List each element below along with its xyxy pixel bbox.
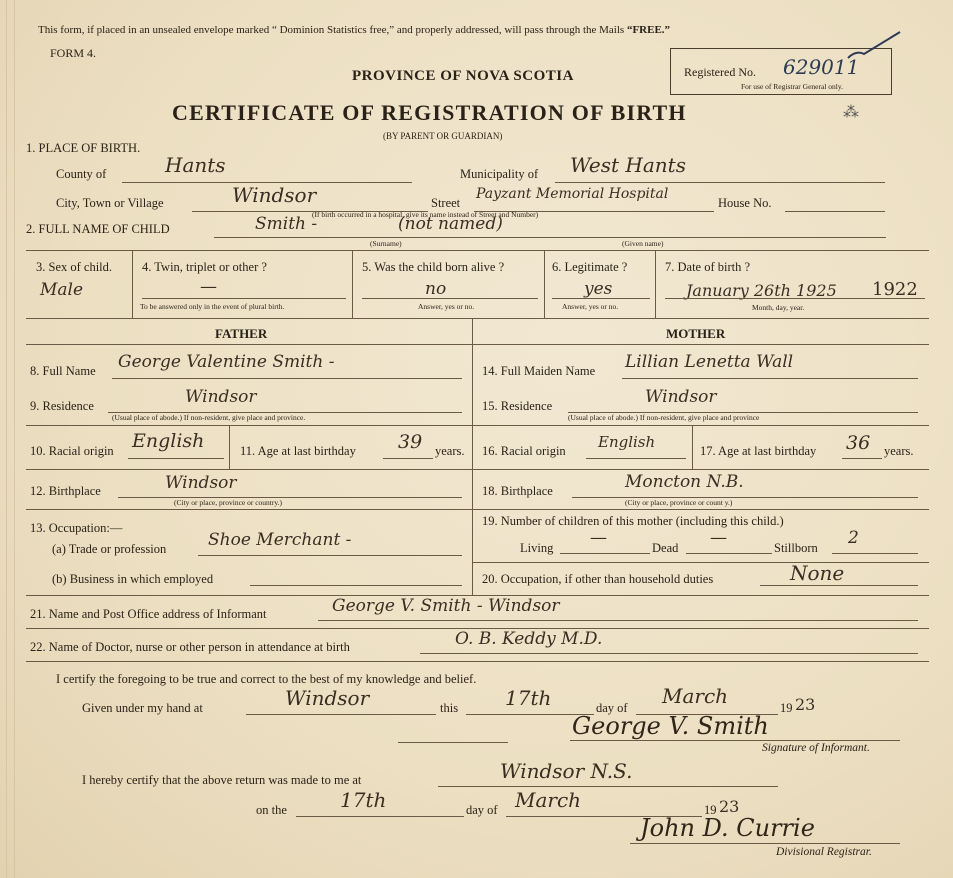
- child-surname-value: Smith -: [255, 214, 318, 234]
- city-value: Windsor: [232, 183, 317, 207]
- province-heading: PROVINCE OF NOVA SCOTIA: [352, 68, 574, 84]
- registrar-year-prefix: 19: [704, 803, 717, 817]
- certify-year-value: 23: [795, 695, 816, 714]
- place-of-birth-label: 1. PLACE OF BIRTH.: [26, 141, 141, 155]
- form-number: FORM 4.: [50, 46, 97, 60]
- living-value: —: [590, 528, 607, 548]
- twin-note: To be answered only in the event of plural birth.: [140, 302, 285, 311]
- mailing-notice: [38, 24, 670, 36]
- children-count-label: 19. Number of children of this mother (including this child.): [482, 514, 784, 528]
- mother-name-value: Lillian Lenetta Wall: [625, 352, 794, 372]
- dob-label: 7. Date of birth ?: [665, 260, 751, 274]
- twin-label: 4. Twin, triplet or other ?: [142, 260, 267, 274]
- father-racial-label: 10. Racial origin: [30, 444, 114, 458]
- registrar-signature-caption: Divisional Registrar.: [776, 846, 872, 858]
- father-birthplace-note: (City or place, province or country.): [174, 498, 283, 507]
- trade-value: Shoe Merchant -: [208, 530, 352, 550]
- hospital-note: (If birth occurred in a hospital, give its name instead of Street and Number): [312, 210, 539, 219]
- mother-heading: MOTHER: [666, 326, 726, 341]
- city-label: City, Town or Village: [56, 196, 164, 210]
- father-age-value: 39: [398, 431, 423, 453]
- registered-label: Registered No.: [684, 65, 756, 79]
- mother-birthplace-value: Moncton N.B.: [625, 472, 744, 492]
- legitimate-note: Answer, yes or no.: [562, 302, 619, 311]
- registrar-day-value: 17th: [340, 788, 387, 812]
- doctor-label: 22. Name of Doctor, nurse or other person in attendance at birth: [30, 640, 350, 654]
- informant-value: George V. Smith - Windsor: [332, 596, 560, 616]
- business-label: (b) Business in which employed: [52, 572, 214, 586]
- mother-years-label: years.: [884, 444, 914, 458]
- check-mark-icon: [846, 28, 906, 68]
- dob-year: 1922: [872, 279, 918, 300]
- father-birthplace-value: Windsor: [165, 473, 237, 493]
- registrar-place-value: Windsor N.S.: [500, 759, 633, 783]
- mother-name-label: 14. Full Maiden Name: [482, 364, 596, 378]
- mother-occupation-label: 20. Occupation, if other than household duties: [482, 572, 714, 586]
- stamp-mark-icon: ⁂: [843, 104, 859, 121]
- born-alive-label: 5. Was the child born alive ?: [362, 260, 505, 274]
- mother-age-value: 36: [846, 432, 871, 454]
- mailing-notice-free: “FREE.”: [626, 24, 671, 36]
- house-number-label: House No.: [718, 196, 772, 210]
- informant-label: 21. Name and Post Office address of Informant: [30, 607, 267, 621]
- certify-statement: I certify the foregoing to be true and correct to the best of my knowledge and belief.: [56, 672, 477, 686]
- certify-month-value: March: [662, 684, 729, 708]
- county-value: Hants: [165, 153, 226, 177]
- trade-label: (a) Trade or profession: [52, 542, 167, 556]
- sex-value: Male: [40, 280, 84, 300]
- registered-value: 629011: [783, 55, 860, 79]
- informant-signature: George V. Smith: [572, 712, 769, 740]
- municipality-label: Municipality of: [460, 167, 539, 181]
- father-residence-note: (Usual place of abode.) If non-resident, give place and province.: [112, 413, 306, 422]
- registrar-month-value: March: [515, 788, 582, 812]
- street-value: Payzant Memorial Hospital: [476, 186, 669, 202]
- dob-note: Month, day, year.: [752, 303, 805, 312]
- born-alive-note: Answer, yes or no.: [418, 302, 475, 311]
- sex-label: 3. Sex of child.: [36, 260, 113, 274]
- certificate-subtitle: (BY PARENT OR GUARDIAN): [383, 131, 503, 141]
- mother-residence-label: 15. Residence: [482, 399, 553, 413]
- legitimate-value: yes: [584, 279, 613, 299]
- certify-day-of-label: day of: [596, 701, 628, 715]
- father-age-label: 11. Age at last birthday: [240, 444, 356, 458]
- informant-signature-caption: Signature of Informant.: [762, 742, 870, 754]
- father-residence-value: Windsor: [185, 387, 257, 407]
- father-occupation-label: 13. Occupation:—: [30, 521, 123, 535]
- given-place-value: Windsor: [285, 686, 370, 710]
- registrar-note: For use of Registrar General only.: [741, 82, 843, 91]
- given-caption: (Given name): [622, 239, 664, 248]
- father-heading: FATHER: [215, 326, 268, 341]
- mother-residence-value: Windsor: [645, 387, 717, 407]
- child-given-value: (not named): [398, 214, 503, 234]
- dead-label: Dead: [652, 541, 679, 555]
- mother-residence-note: (Usual place of abode.) If non-resident, give place and province: [568, 413, 760, 422]
- registrar-signature: John D. Currie: [640, 814, 815, 842]
- mother-birthplace-note: (City or place, province or count y.): [625, 498, 733, 507]
- registrar-year-value: 23: [719, 797, 740, 816]
- municipality-value: West Hants: [570, 153, 686, 177]
- street-label: Street: [431, 196, 461, 210]
- given-under-label: Given under my hand at: [82, 701, 203, 715]
- stillborn-label: Stillborn: [774, 541, 818, 555]
- county-label: County of: [56, 167, 107, 181]
- father-birthplace-label: 12. Birthplace: [30, 484, 101, 498]
- father-residence-label: 9. Residence: [30, 399, 94, 413]
- registrar-day-of-label: day of: [466, 803, 498, 817]
- mother-occupation-value: None: [790, 561, 845, 585]
- certificate-title: CERTIFICATE OF REGISTRATION OF BIRTH: [172, 100, 687, 125]
- registrar-statement: I hereby certify that the above return was made to me at: [82, 773, 362, 787]
- father-racial-value: English: [132, 430, 205, 452]
- dob-value: January 26th 1925: [686, 281, 837, 300]
- twin-value: —: [200, 277, 217, 297]
- born-alive-value: no: [425, 279, 447, 299]
- living-label: Living: [520, 541, 554, 555]
- certify-day-value: 17th: [505, 686, 552, 710]
- mother-birthplace-label: 18. Birthplace: [482, 484, 553, 498]
- dead-value: —: [710, 528, 727, 548]
- mother-racial-label: 16. Racial origin: [482, 444, 566, 458]
- mother-age-label: 17. Age at last birthday: [700, 444, 817, 458]
- stillborn-value: 2: [848, 528, 859, 548]
- mother-racial-value: English: [598, 433, 656, 451]
- this-label: this: [440, 701, 459, 715]
- certify-year-prefix: 19: [780, 701, 793, 715]
- legitimate-label: 6. Legitimate ?: [552, 260, 628, 274]
- surname-caption: (Surname): [370, 239, 402, 248]
- child-name-label: 2. FULL NAME OF CHILD: [26, 222, 170, 236]
- doctor-value: O. B. Keddy M.D.: [455, 629, 603, 649]
- father-years-label: years.: [435, 444, 465, 458]
- father-name-value: George Valentine Smith -: [118, 352, 335, 372]
- father-name-label: 8. Full Name: [30, 364, 96, 378]
- mailing-notice-text: This form, if placed in an unsealed envelope marked “ Dominion Statistics free,” and properly addressed, will pass through the Mails: [38, 24, 627, 36]
- on-the-label: on the: [256, 803, 287, 817]
